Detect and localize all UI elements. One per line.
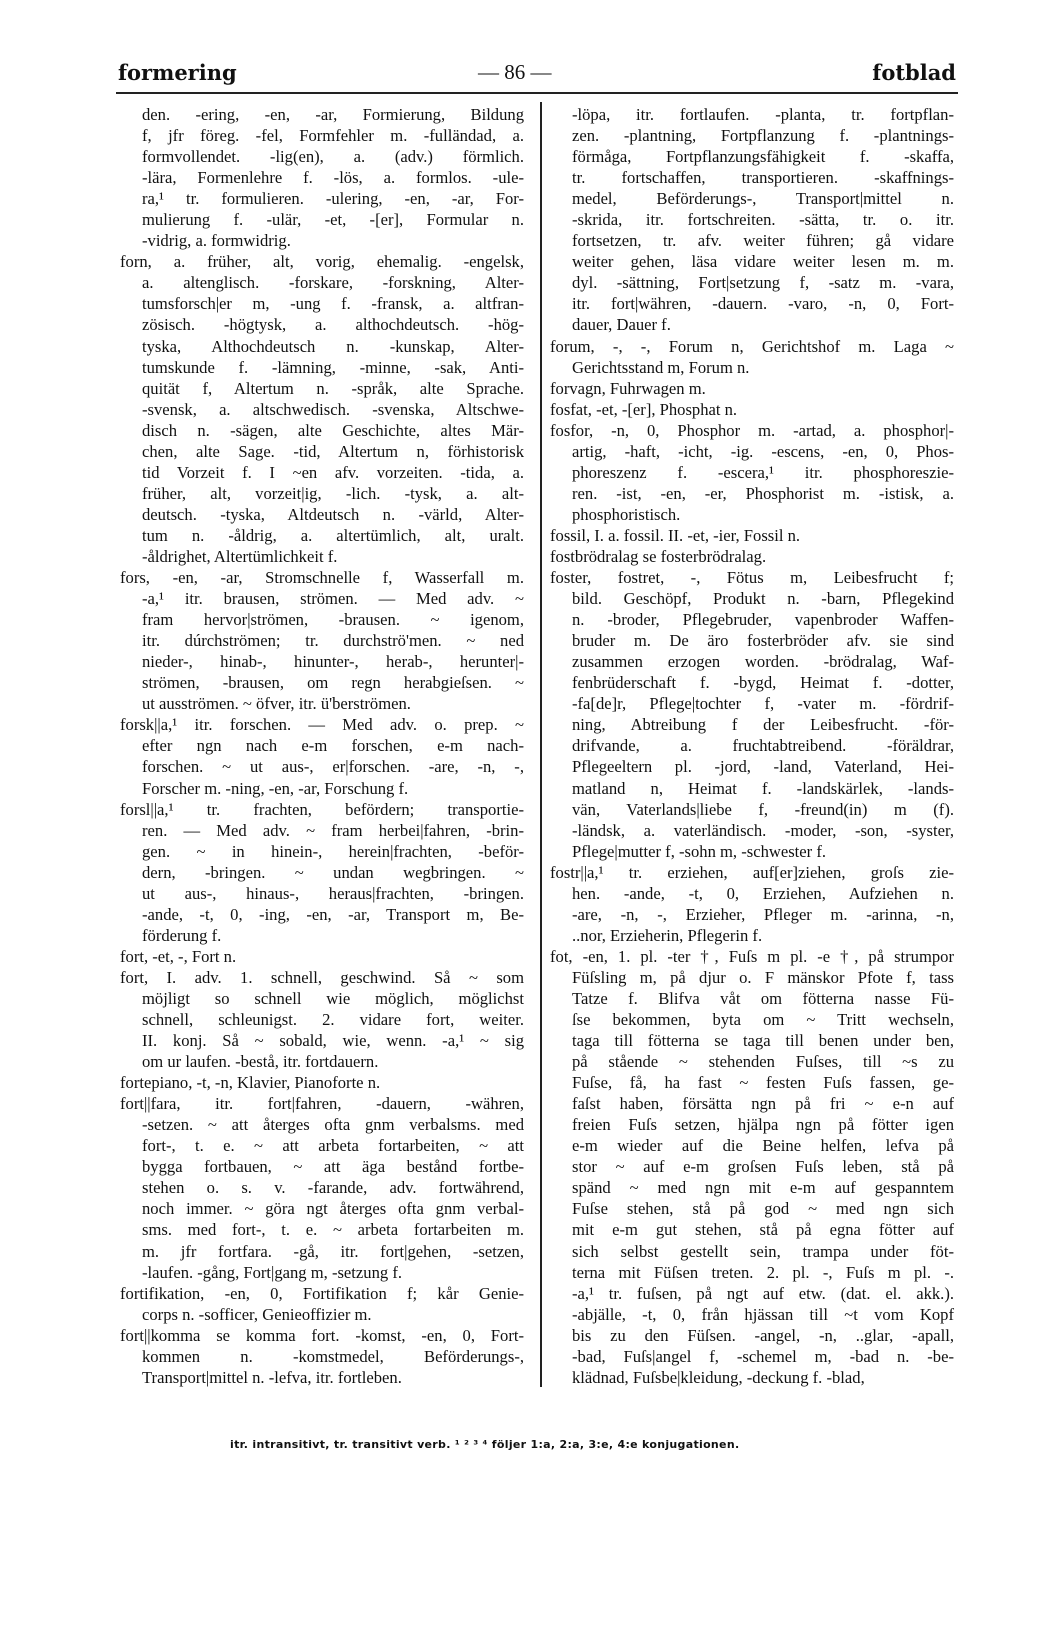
entry-text-line: Fuſse stehen, stå på god ~ med ngn sich bbox=[572, 1199, 954, 1219]
entry-text-line: tr. fortschaffen, transportieren. -skaffnings- bbox=[572, 168, 954, 188]
entry-text-line: förderung f. bbox=[142, 925, 222, 945]
dictionary-entry bbox=[120, 714, 524, 798]
entry-text-line: terna mit Füſsen treten. 2. pl. -, Fuſs m pl. -. bbox=[572, 1262, 954, 1282]
entry-text-line: mulierung f. -ulär, -et, -[er], Formular n. bbox=[142, 210, 524, 230]
dictionary-entry bbox=[120, 1283, 524, 1325]
entry-text-line: möjligt so schnell wie möglich, möglichst bbox=[142, 988, 524, 1008]
entry-text-line: phosphoristisch. bbox=[572, 504, 681, 524]
entry-text-line: e-m wieder auf die Beine helfen, lefva på bbox=[572, 1136, 954, 1156]
entry-headword-line: forn, a. früher, alt, vorig, ehemalig. -engelsk, bbox=[120, 252, 524, 272]
entry-text-line: Pflege|mutter f, -sohn m, -schwester f. bbox=[572, 841, 827, 861]
entry-text-line: vän, Vaterlands|liebe f, -freund(in) m (f). bbox=[572, 799, 954, 819]
dictionary-entry bbox=[550, 104, 954, 336]
entry-text-line: den. -ering, -en, -ar, Formierung, Bildung bbox=[142, 105, 524, 124]
entry-headword-line: fosfor, -n, 0, Phosphor m. -artad, a. phosphor|- bbox=[550, 420, 954, 440]
left-guide-word: formering bbox=[118, 60, 237, 85]
entry-text-line: fort-, t. e. ~ att arbeta fortarbeiten, ~ att bbox=[142, 1136, 524, 1156]
entry-text-line: efter ngn nach e-m forschen, e-m nach- bbox=[142, 736, 524, 756]
entry-text-line: nieder-, hinab-, hinunter-, herab-, herunter|- bbox=[142, 652, 524, 672]
entry-text-line: zen. -plantning, Fortpflanzung f. -plantnings- bbox=[572, 126, 954, 146]
entry-text-line: -bad, Fuſs|angel f, -schemel m, -bad n. -be- bbox=[572, 1346, 954, 1366]
dictionary-entry bbox=[550, 546, 954, 567]
entry-text-line: Transport|mittel n. -lefva, itr. fortleben. bbox=[142, 1367, 402, 1387]
entry-text-line: kommen n. -komstmedel, Beförderungs-, bbox=[142, 1346, 524, 1366]
entry-text-line: -skrida, itr. fortschreiten. -sätta, tr. o. itr. bbox=[572, 210, 954, 230]
entry-text-line: phoreszenz f. -escera,¹ itr. phosphoreszie- bbox=[572, 462, 954, 482]
entry-text-line: dauer, Dauer f. bbox=[572, 315, 671, 335]
left-column bbox=[120, 104, 524, 1388]
entry-text-line: -ländsk, a. vaterländisch. -moder, -son, -syster, bbox=[572, 820, 954, 840]
entry-text-line: -lära, Formenlehre f. -lös, a. formlos. -ule- bbox=[142, 168, 524, 188]
entry-text-line: fortsetzen, tr. afv. weiter führen; gå vidare bbox=[572, 231, 954, 251]
entry-text-line: formvollendet. -lig(en), a. (adv.) förmlich. bbox=[142, 147, 524, 167]
entry-text-line: freien Fuſs setzen, hjälpa ngn på fötter igen bbox=[572, 1115, 954, 1135]
entry-text-line: Füſsling m, på djur o. F mänskor Pfote f, tass bbox=[572, 967, 954, 987]
entry-text-line: zusammen erzogen worden. -brödralag, Waf- bbox=[572, 652, 954, 672]
entry-text-line: ..nor, Erzieherin, Pflegerin f. bbox=[572, 925, 763, 945]
entry-text-line: -åldrighet, Altertümlichkeit f. bbox=[142, 546, 338, 566]
entry-text-line: -a,¹ tr. fuſsen, på ngt auf etw. (dat. el. akk.). bbox=[572, 1283, 954, 1303]
entry-text-line: faſst haben, försätta ngn på fri ~ e-n auf bbox=[572, 1094, 954, 1114]
entry-text-line: bild. Geschöpf, Produkt n. -barn, Pflegekind bbox=[572, 589, 954, 609]
entry-text-line: mit e-m gut stehen, stå på egna fötter auf bbox=[572, 1220, 954, 1240]
entry-text-line: itr. dúrchströmen; tr. durchströ'men. ~ ned bbox=[142, 631, 524, 651]
entry-text-line: -vidrig, a. formwidrig. bbox=[142, 231, 291, 251]
entry-text-line: om ur laufen. -bestå, itr. fortdauern. bbox=[142, 1052, 379, 1072]
entry-text-line: Tatze f. Blifva våt om fötterna nasse Fü- bbox=[572, 988, 954, 1008]
entry-text-line: Forscher m. -ning, -en, -ar, Forschung f. bbox=[142, 778, 409, 798]
entry-text-line: ut ausströmen. ~ öfver, itr. ü'berströmen. bbox=[142, 694, 411, 714]
entry-text-line: medel, Beförderungs-, Transport|mittel n. bbox=[572, 189, 954, 209]
entry-text-line: bygga fortbauen, ~ att äga bestånd fortbe- bbox=[142, 1157, 524, 1177]
dictionary-entry bbox=[550, 525, 954, 546]
entry-text-line: ut aus-, hinaus-, heraus|frachten, -bringen. bbox=[142, 883, 524, 903]
entry-headword-line: fostr||a,¹ tr. erziehen, auf[er]ziehen, groſs zie- bbox=[550, 862, 954, 882]
dictionary-entry bbox=[120, 967, 524, 1072]
entry-text-line: tum n. -åldrig, a. altertümlich, alt, uralt. bbox=[142, 525, 524, 545]
entry-text-line: disch n. -sägen, alte Geschichte, altes Mär- bbox=[142, 420, 524, 440]
entry-headword-line: fort||fara, itr. fort|fahren, -dauern, -währen, bbox=[120, 1094, 524, 1114]
dictionary-entry bbox=[550, 946, 954, 1388]
entry-headword-line: fort, I. adv. 1. schnell, geschwind. Så ~ som bbox=[120, 967, 524, 987]
entry-text-line: ſse bekommen, byta om ~ Tritt wechseln, bbox=[572, 1010, 954, 1030]
entry-text-line: tumskunde f. -lämning, -minne, -sak, Anti- bbox=[142, 357, 524, 377]
entry-text-line: drifvande, a. fruchtabtreibend. -föräldrar, bbox=[572, 736, 954, 756]
entry-text-line: dyl. -sättning, Fort|setzung f, -satz m. -vara, bbox=[572, 273, 954, 293]
dictionary-entry bbox=[120, 799, 524, 946]
entry-text-line: -svensk, a. altschwedisch. -svenska, Altschwe- bbox=[142, 399, 524, 419]
page-number: — 86 — bbox=[478, 60, 552, 84]
entry-text-line: -setzen. ~ att återges ofta gnm verbalsms. med bbox=[142, 1115, 524, 1135]
entry-text-line: quität f, Altertum n. -språk, alte Sprache. bbox=[142, 378, 524, 398]
entry-text-line: matland n, Heimat f. -landskärlek, -lands- bbox=[572, 778, 954, 798]
entry-text-line: forschen. ~ ut aus-, er|forschen. -are, -n, -, bbox=[142, 757, 524, 777]
entry-text-line: -laufen. -gång, Fort|gang m, -setzung f. bbox=[142, 1262, 402, 1282]
entry-text-line: -a,¹ itr. brausen, strömen. — Med adv. ~ bbox=[142, 589, 524, 609]
dictionary-entry bbox=[550, 378, 954, 399]
dictionary-entry bbox=[120, 1093, 524, 1282]
entry-text-line: fenbrüderschaft f. -bygd, Heimat f. -dotter, bbox=[572, 673, 954, 693]
entry-text-line: klädnad, Fuſsbe|kleidung, -deckung f. -blad, bbox=[572, 1367, 865, 1387]
entry-text-line: bis zu den Füſsen. -angel, -n, ..glar, -apall, bbox=[572, 1325, 954, 1345]
page-header bbox=[118, 60, 956, 90]
right-guide-word: fotblad bbox=[872, 60, 956, 85]
entry-text-line: hen. -ande, -t, 0, Erziehen, Aufziehen n. bbox=[572, 883, 954, 903]
entry-headword-line: fosfat, -et, -[er], Phosphat n. bbox=[550, 399, 738, 419]
dictionary-entry bbox=[120, 1325, 524, 1388]
entry-text-line: stor ~ auf e-m groſsen Fuſs leben, stå på bbox=[572, 1157, 954, 1177]
entry-text-line: f, jfr föreg. -fel, Formfehler m. -fulländad, a. bbox=[142, 126, 524, 146]
dictionary-entry bbox=[120, 567, 524, 714]
entry-headword-line: forsk||a,¹ itr. forschen. — Med adv. o. prep. ~ bbox=[120, 715, 524, 735]
entry-text-line: -fa[de]r, Pflege|tochter f, -vater m. -fördrif- bbox=[572, 694, 954, 714]
dictionary-entry bbox=[120, 946, 524, 967]
entry-text-line: ren. — Med adv. ~ fram herbei|fahren, -brin- bbox=[142, 820, 524, 840]
dictionary-entry bbox=[120, 251, 524, 567]
entry-text-line: -ande, -t, 0, -ing, -en, -ar, Transport m, Be- bbox=[142, 904, 524, 924]
entry-text-line: artig, -haft, -icht, -ig. -escens, -en, 0, Phos- bbox=[572, 441, 954, 461]
entry-text-line: ren. -ist, -en, -er, Phosphorist m. -istisk, a. bbox=[572, 483, 954, 503]
right-column bbox=[550, 104, 954, 1388]
entry-text-line: corps n. -sofficer, Genieoffizier m. bbox=[142, 1304, 372, 1324]
dictionary-entry bbox=[550, 399, 954, 420]
entry-text-line: tyska, Althochdeutsch n. -kunskap, Alter- bbox=[142, 336, 524, 356]
entry-text-line: ra,¹ tr. formulieren. -ulering, -en, -ar, For- bbox=[142, 189, 524, 209]
entry-headword-line: forsl||a,¹ tr. frachten, befördern; transportie- bbox=[120, 799, 524, 819]
entry-text-line: tid Vorzeit f. I ~en afv. vorzeiten. -tida, a. bbox=[142, 462, 524, 482]
entry-text-line: Gerichtsstand m, Forum n. bbox=[572, 357, 750, 377]
entry-text-line: strömen, -brausen, om regn herabgieſsen. ~ bbox=[142, 673, 524, 693]
entry-text-line: noch immer. ~ göra ngt återges ofta gnm verbal- bbox=[142, 1199, 524, 1219]
entry-text-line: sich selbst gestellt sein, trampa under föt- bbox=[572, 1241, 954, 1261]
entry-headword-line: fossil, I. a. fossil. II. -et, -ier, Fossil n. bbox=[550, 525, 801, 545]
entry-headword-line: fort, -et, -, Fort n. bbox=[120, 946, 237, 966]
entry-headword-line: forum, -, -, Forum n, Gerichtshof m. Laga ~ bbox=[550, 336, 954, 356]
entry-text-line: deutsch. -tyska, Altdeutsch n. -värld, Alter- bbox=[142, 504, 524, 524]
header-rule bbox=[116, 92, 958, 94]
entry-headword-line: forvagn, Fuhrwagen m. bbox=[550, 378, 706, 398]
entry-headword-line: fortifikation, -en, 0, Fortifikation f; kår Genie- bbox=[120, 1283, 524, 1303]
entry-text-line: bruder m. De äro fosterbröder afv. sie sind bbox=[572, 631, 954, 651]
entry-text-line: spänd ~ med ngn mit e-m auf gespanntem bbox=[572, 1178, 954, 1198]
entry-headword-line: foster, fostret, -, Fötus m, Leibesfrucht f; bbox=[550, 568, 954, 588]
entry-text-line: n. -broder, Pflegebruder, vapenbroder Waffen- bbox=[572, 610, 954, 630]
entry-text-line: -löpa, itr. fortlaufen. -planta, tr. fortpflan- bbox=[572, 105, 954, 124]
entry-headword-line: fortepiano, -t, -n, Klavier, Pianoforte n. bbox=[120, 1073, 381, 1093]
entry-headword-line: fort||komma se komma fort. -komst, -en, 0, Fort- bbox=[120, 1325, 524, 1345]
entry-text-line: förmåga, Fortpflanzungsfähigkeit f. -skaffa, bbox=[572, 147, 954, 167]
entry-text-line: ning, Abtreibung f der Leibesfrucht. -för- bbox=[572, 715, 954, 735]
dictionary-entry bbox=[550, 567, 954, 862]
entry-text-line: sms. med fort-, t. e. ~ arbeta fortarbeiten m. bbox=[142, 1220, 524, 1240]
entry-text-line: m. jfr fortfara. -gå, itr. fort|gehen, -setzen, bbox=[142, 1241, 524, 1261]
entry-text-line: fram hervor|strömen, -brausen. ~ igenom, bbox=[142, 610, 524, 630]
entry-text-line: früher, alt, vorzeit|ig, -lich. -tysk, a. alt- bbox=[142, 483, 524, 503]
entry-text-line: chen, alte Sage. -tid, Altertum n, förhistorisk bbox=[142, 441, 524, 461]
dictionary-entry bbox=[550, 420, 954, 525]
entry-text-line: -are, -n, -, Erzieher, Pfleger m. -arinna, -n, bbox=[572, 904, 954, 924]
entry-text-line: weiter gehen, läsa vidare weiter lesen m. m. bbox=[572, 252, 954, 272]
entry-headword-line: fors, -en, -ar, Stromschnelle f, Wasserfall m. bbox=[120, 568, 524, 588]
entry-text-line: itr. fort|währen, -dauern. -varo, -n, 0, Fort- bbox=[572, 294, 954, 314]
entry-text-line: stehen o. s. v. -farande, adv. fortwährend, bbox=[142, 1178, 524, 1198]
entry-text-line: a. altenglisch. -forskare, -forskning, Alter- bbox=[142, 273, 524, 293]
entry-text-line: schnell, schleunigst. 2. vidare fort, weiter. bbox=[142, 1010, 524, 1030]
dictionary-entry bbox=[120, 1072, 524, 1093]
footnote-abbreviations: itr. intransitivt, tr. transitivt verb. ¹ ² ³ ⁴ följer 1:a, 2:a, 3:e, 4:e konjugationen. bbox=[230, 1438, 740, 1451]
entry-text-line: II. konj. Så ~ sobald, wie, wenn. -a,¹ ~ sig bbox=[142, 1031, 524, 1051]
entry-text-line: Pflegeeltern pl. -jord, -land, Vaterland, Hei- bbox=[572, 757, 954, 777]
entry-headword-line: fot, -en, 1. pl. -ter †, Fuſs m pl. -e †, på strumpor bbox=[550, 946, 954, 966]
entry-text-line: tumsforsch|er m, -ung f. -fransk, a. altfran- bbox=[142, 294, 524, 314]
entry-text-line: dern, -bringen. ~ undan wegbringen. ~ bbox=[142, 862, 524, 882]
entry-text-line: på stående ~ stehenden Fuſses, till ~s zu bbox=[572, 1052, 954, 1072]
entry-text-line: gen. ~ in hinein-, herein|frachten, -beför- bbox=[142, 841, 524, 861]
entry-text-line: taga till fötterna se taga till benen under ben, bbox=[572, 1031, 954, 1051]
entry-headword-line: fostbrödralag se fosterbrödralag. bbox=[550, 546, 767, 566]
entry-text-line: Fuſse, få, ha fast ~ festen Fuſs fassen, ge- bbox=[572, 1073, 954, 1093]
entry-text-line: zösisch. -högtysk, a. althochdeutsch. -hög- bbox=[142, 315, 524, 335]
dictionary-entry bbox=[120, 104, 524, 251]
dictionary-entry bbox=[550, 862, 954, 946]
entry-text-line: -abjälle, -t, 0, från hjässan till ~t vom Kopf bbox=[572, 1304, 954, 1324]
dictionary-entry bbox=[550, 336, 954, 378]
column-divider bbox=[540, 102, 542, 1387]
